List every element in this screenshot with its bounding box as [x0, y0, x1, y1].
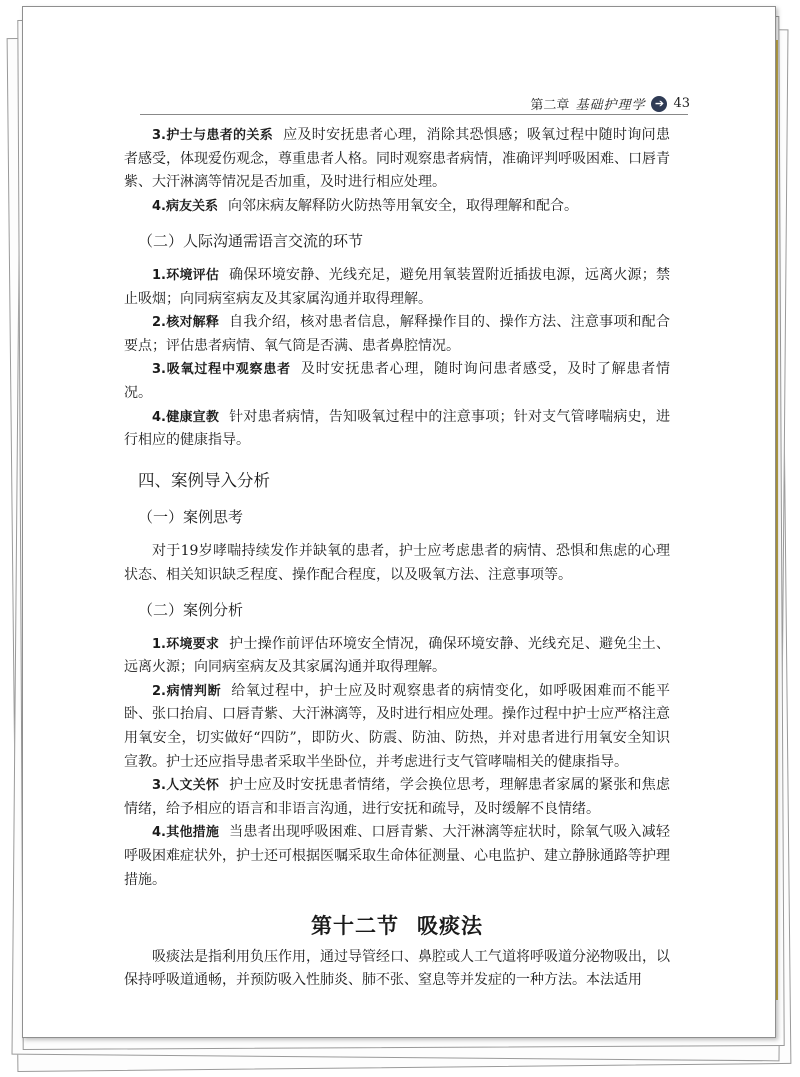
section-number: 第十二节 [311, 913, 399, 939]
paragraph-text: 给氧过程中，护士应及时观察患者的病情变化，如呼吸困难而不能平卧、张口抬肩、口唇青紫、大汗淋漓等，及时进行相应处理。操作过程中护士应严格注意用氧安全，切实做好“四防”，即防火、防震、防油、防热，并对患者进行用氧安全知识宣教。护士还应指导患者采取半坐卧位，并考虑进行支气管哮喘相关的健康指导。 [124, 682, 671, 770]
paragraph-text: 向邻床病友解释防火防热等用氧安全，取得理解和配合。 [227, 197, 578, 214]
paragraph [124, 195, 670, 219]
page-number: 43 [673, 96, 690, 111]
arrow-right-icon: ➔ [651, 96, 667, 112]
paragraph-lead: 1.环境评估 [152, 267, 220, 283]
paragraph [124, 633, 670, 680]
subheading: （一）案例思考 [138, 508, 244, 527]
chapter-label: 第二章 [530, 98, 570, 113]
section-title [124, 914, 670, 938]
paragraph-lead: 2.核对解释 [152, 315, 220, 331]
paragraph-text: 针对患者病情，告知吸氧过程中的注意事项；针对支气管哮喘病史，进行相应的健康指导。 [124, 408, 671, 449]
paragraph: 吸痰法是指利用负压作用，通过导管经口、鼻腔或人工气道将呼吸道分泌物吸出，以保持呼吸道通畅，并预防吸入性肺炎、肺不张、窒息等并发症的一种方法。本法适用 [124, 948, 670, 989]
subheading: （二）人际沟通需语言交流的环节 [138, 232, 364, 251]
paragraph-lead: 4.健康宣教 [152, 409, 220, 425]
paragraph-text: 护士应及时安抚患者情绪，学会换位思考，理解患者家属的紧张和焦虑情绪，给予相应的语言和非语言沟通，进行安抚和疏导，及时缓解不良情绪。 [124, 777, 671, 817]
paragraph-lead: 2.病情判断 [152, 683, 222, 699]
paragraph-lead: 3.吸氧过程中观察患者 [152, 362, 291, 378]
paragraph-lead: 3.人文关怀 [152, 778, 220, 794]
paragraph-text: 及时安抚患者心理，随时询问患者感受，及时了解患者情况。 [124, 361, 671, 401]
paragraph [124, 264, 670, 311]
paragraph-lead: 4.其他措施 [152, 825, 220, 841]
paragraph [124, 774, 670, 821]
paragraph-text: 护士操作前评估环境安全情况，确保环境安静、光线充足、避免尘土、远离火源；向同病室病友及其家属沟通并取得理解。 [124, 635, 671, 676]
section-name: 吸痰法 [417, 913, 483, 939]
header-rule [140, 114, 688, 115]
paragraph [124, 358, 670, 405]
paragraph [124, 406, 670, 453]
paragraph [124, 680, 670, 774]
paragraph [124, 124, 670, 195]
section-label: 基础护理学 [575, 98, 646, 113]
subheading: （二）案例分析 [138, 601, 244, 620]
paragraph [124, 821, 670, 892]
paragraph-text: 当患者出现呼吸困难、口唇青紫、大汗淋漓等症状时，除氧气吸入减轻呼吸困难症状外，护士还可根据医嘱采取生命体征测量、心电监护、建立静脉通路等护理措施。 [124, 824, 671, 888]
paragraph-text: 应及时安抚患者心理，消除其恐惧感；吸氧过程中随时询问患者感受，体现爱伤观念，尊重患者人格。同时观察患者病情，准确评判呼吸困难、口唇青紫、大汗淋漓等情况是否加重，及时进行相应处理。 [124, 127, 671, 191]
paragraph-text: 确保环境安静、光线充足，避免用氧装置附近插拔电源，远离火源；禁止吸烟；向同病室病友及其家属沟通并取得理解。 [124, 266, 671, 307]
paragraph: 对于19岁哮喘持续发作并缺氧的患者，护士应考虑患者的病情、恐惧和焦虑的心理状态、相关知识缺乏程度、操作配合程度，以及吸氧方法、注意事项等。 [124, 542, 670, 583]
section-heading: 四、案例导入分析 [138, 470, 270, 490]
running-header [530, 94, 690, 113]
paragraph [124, 311, 670, 358]
paragraph-text: 自我介绍，核对患者信息，解释操作目的、操作方法、注意事项和配合要点；评估患者病情、氧气筒是否满、患者鼻腔情况。 [124, 314, 671, 354]
paragraph-lead: 4.病友关系 [152, 198, 218, 214]
paragraph-lead: 1.环境要求 [152, 636, 220, 652]
page-content [124, 124, 670, 993]
paragraph-lead: 3.护士与患者的关系 [152, 128, 274, 143]
